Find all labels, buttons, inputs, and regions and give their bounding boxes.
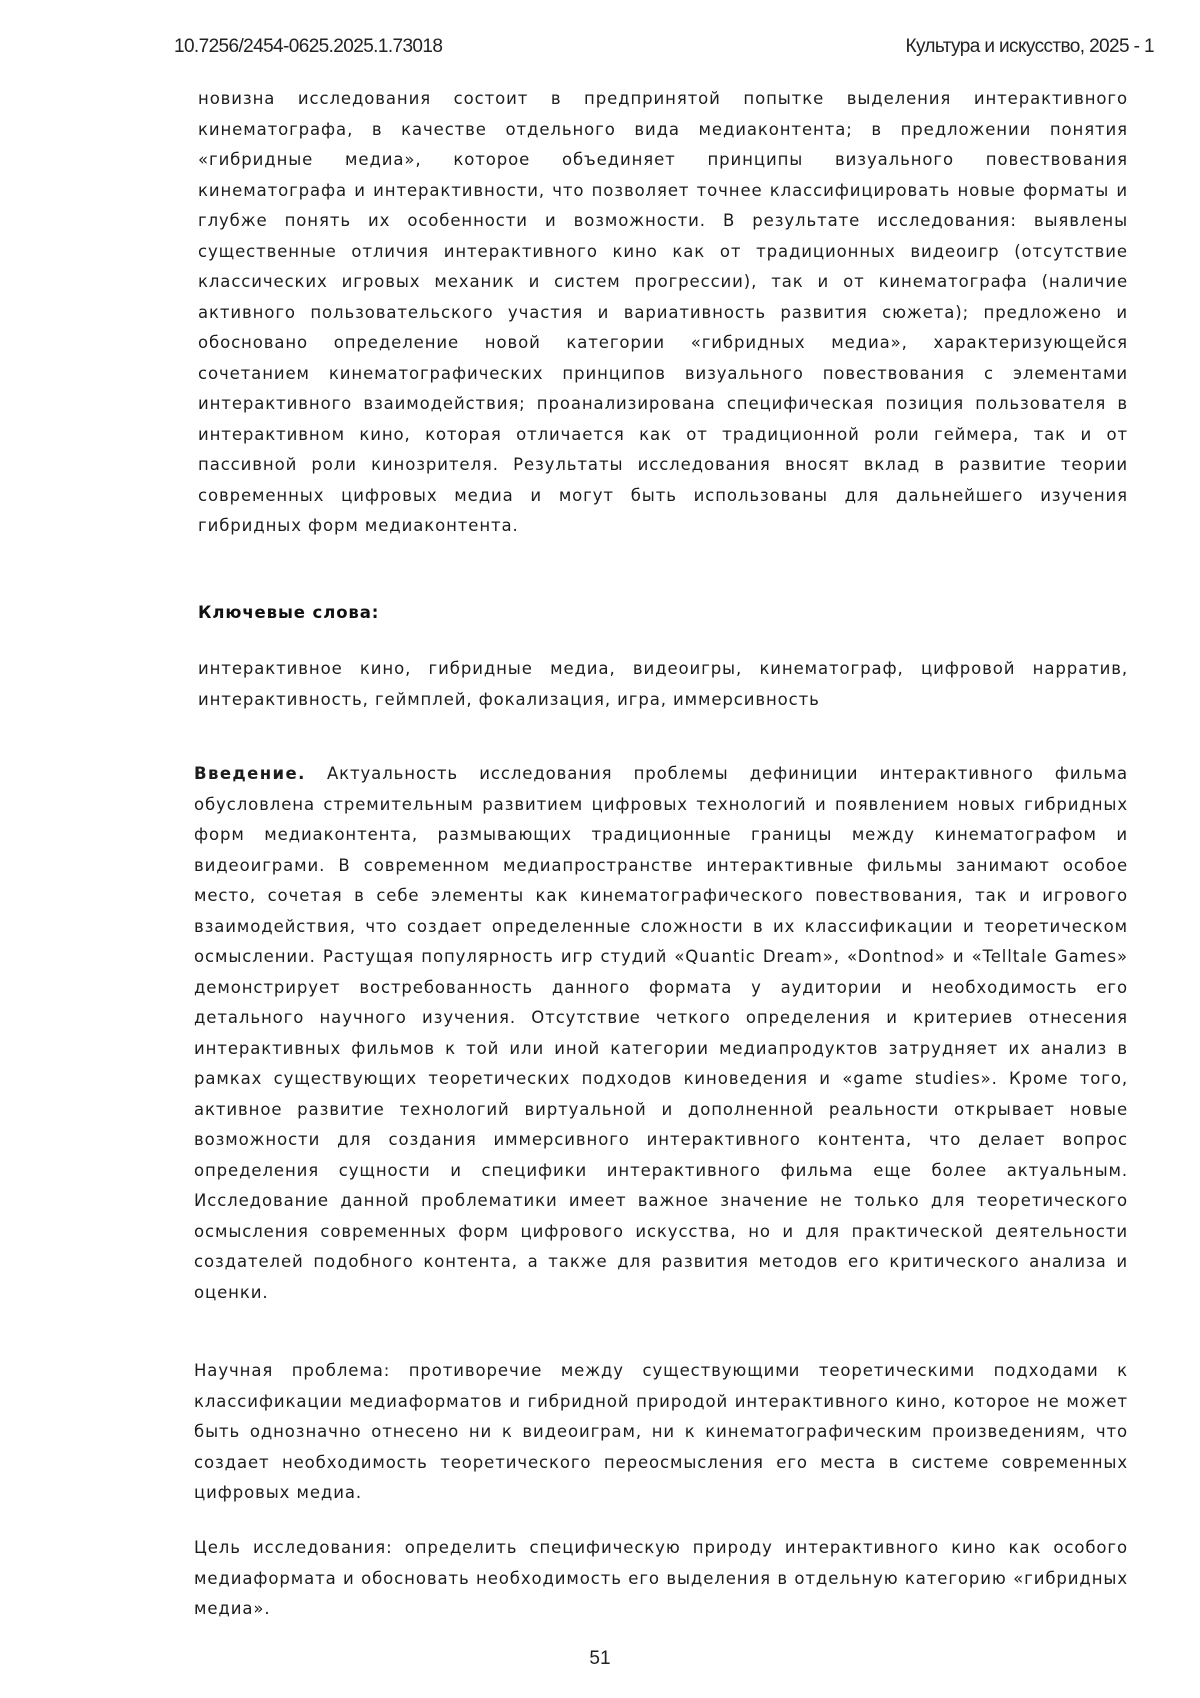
- page-number: 51: [589, 1648, 611, 1669]
- introduction-lead: Введение.: [194, 764, 306, 783]
- introduction-paragraph: [194, 759, 1128, 1308]
- page-header: [174, 36, 1154, 60]
- introduction-text: Актуальность исследования проблемы дефиниции интерактивного фильма обусловлена стремительным развитием цифровых технологий и появлением новых гибридных форм медиаконтента, размывающих традиционные границы между кинематографом и видеоиграми. В современном медиапространстве интерактивные фильмы занимают особое место, сочетая в себе элементы как кинематографического повествования, так и игрового взаимодействия, что создает определенные сложности в их классификации и теоретическом осмыслении. Растущая популярность игр студий «Quantic Dream», «Dontnod» и «Telltale Games» демонстрирует востребованность данного формата у аудитории и необходимость его детального научного изучения. Отсутствие четкого определения и критериев отнесения интерактивных фильмов к той или иной категории медиапродуктов затрудняет их анализ в рамках существующих теоретических подходов киноведения и «game studies». Кроме того, активное развитие технологий виртуальной и дополненной реальности открывает новые возможности для создания иммерсивного интерактивного контента, что делает вопрос определения сущности и специфики интерактивного фильма еще более актуальным. Исследование данной проблематики имеет важное значение не только для теоретического осмысления современных форм цифрового искусства, но и для практической деятельности создателей подобного контента, а также для развития методов его критического анализа и оценки.: [194, 764, 1128, 1302]
- keywords-heading: Ключевые слова:: [198, 603, 380, 622]
- abstract-continuation: новизна исследования состоит в предпринятой попытке выделения интерактивного кинематографа, в качестве отдельного вида медиаконтента; в предложении понятия «гибридные медиа», которое объединяет принципы визуального повествования кинематографа и интерактивности, что позволяет точнее классифицировать новые форматы и глубже понять их особенности и возможности. В результате исследования: выявлены существенные отличия интерактивного кино как от традиционных видеоигр (отсутствие классических игровых механик и систем прогрессии), так и от кинематографа (наличие активного пользовательского участия и вариативность развития сюжета); предложено и обосновано определение новой категории «гибридных медиа», характеризующейся сочетанием кинематографических принципов визуального повествования с элементами интерактивного взаимодействия; проанализирована специфическая позиция пользователя в интерактивном кино, которая отличается как от традиционной роли геймера, так и от пассивной роли кинозрителя. Результаты исследования вносят вклад в развитие теории современных цифровых медиа и могут быть использованы для дальнейшего изучения гибридных форм медиаконтента.: [198, 89, 1128, 535]
- research-aim-paragraph: Цель исследования: определить специфическую природу интерактивного кино как особого медиаформата и обосновать необходимость его выделения в отдельную категорию «гибридных медиа».: [194, 1538, 1128, 1618]
- scientific-problem-paragraph: Научная проблема: противоречие между существующими теоретическими подходами к классификации медиаформатов и гибридной природой интерактивного кино, которое не может быть однозначно отнесено ни к видеоиграм, ни к кинематографическим произведениям, что создает необходимость теоретического переосмысления его места в системе современных цифровых медиа.: [194, 1361, 1128, 1502]
- doi-label: 10.7256/2454-0625.2025.1.73018: [174, 36, 443, 57]
- journal-title: Культура и искусство, 2025 - 1: [905, 36, 1154, 57]
- keywords-list: интерактивное кино, гибридные медиа, видеоигры, кинематограф, цифровой нарратив, интерактивность, геймплей, фокализация, игра, иммерсивность: [198, 659, 1128, 709]
